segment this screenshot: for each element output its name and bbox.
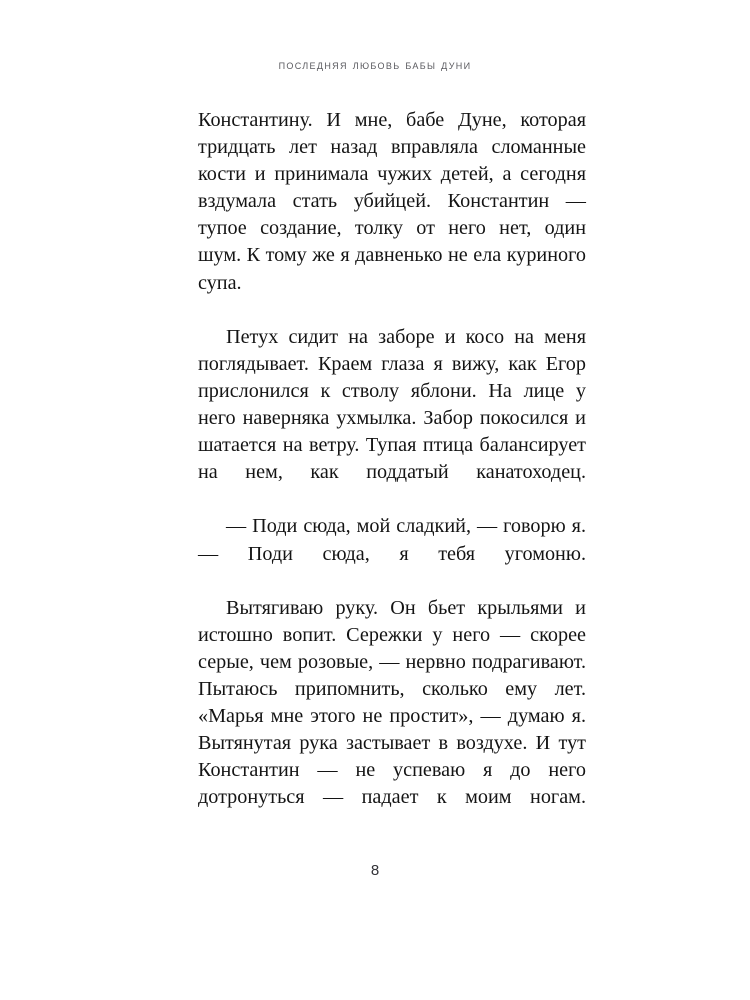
running-head: последняя любовь бабы дуни bbox=[278, 58, 472, 72]
paragraph: Вытягиваю руку. Он бьет крыльями и истошно вопит. Сережки у него — скорее серые, чем розовые, — нервно подрагивают. Пытаюсь припомнить, сколько ему лет. «Марья мне этого не простит», — думаю я. Вытянутая рука застывает в воздухе. И тут Константин — не успеваю я до него дотронуться — падает к моим ногам. bbox=[198, 596, 586, 809]
page-number: 8 bbox=[370, 862, 380, 879]
body-text-column bbox=[198, 107, 586, 839]
paragraph: Константину. И мне, бабе Дуне, которая тридцать лет назад вправляла сломанные кости и принимала чужих детей, а сегодня вздумала стать убийцей. Константин — тупое создание, толку от него нет, один шум. К тому же я давненько не ела куриного супа. bbox=[198, 109, 586, 294]
paragraph: — Поди сюда, мой сладкий, — говорю я. — Поди сюда, я тебя угомоню. bbox=[198, 515, 586, 565]
paragraph: Петух сидит на заборе и косо на меня поглядывает. Краем глаза я вижу, как Егор прислонился к стволу яблони. На лице у него наверняка ухмылка. Забор покосился и шатается на ветру. Тупая птица балансирует на нем, как поддатый канатоходец. bbox=[198, 325, 586, 484]
